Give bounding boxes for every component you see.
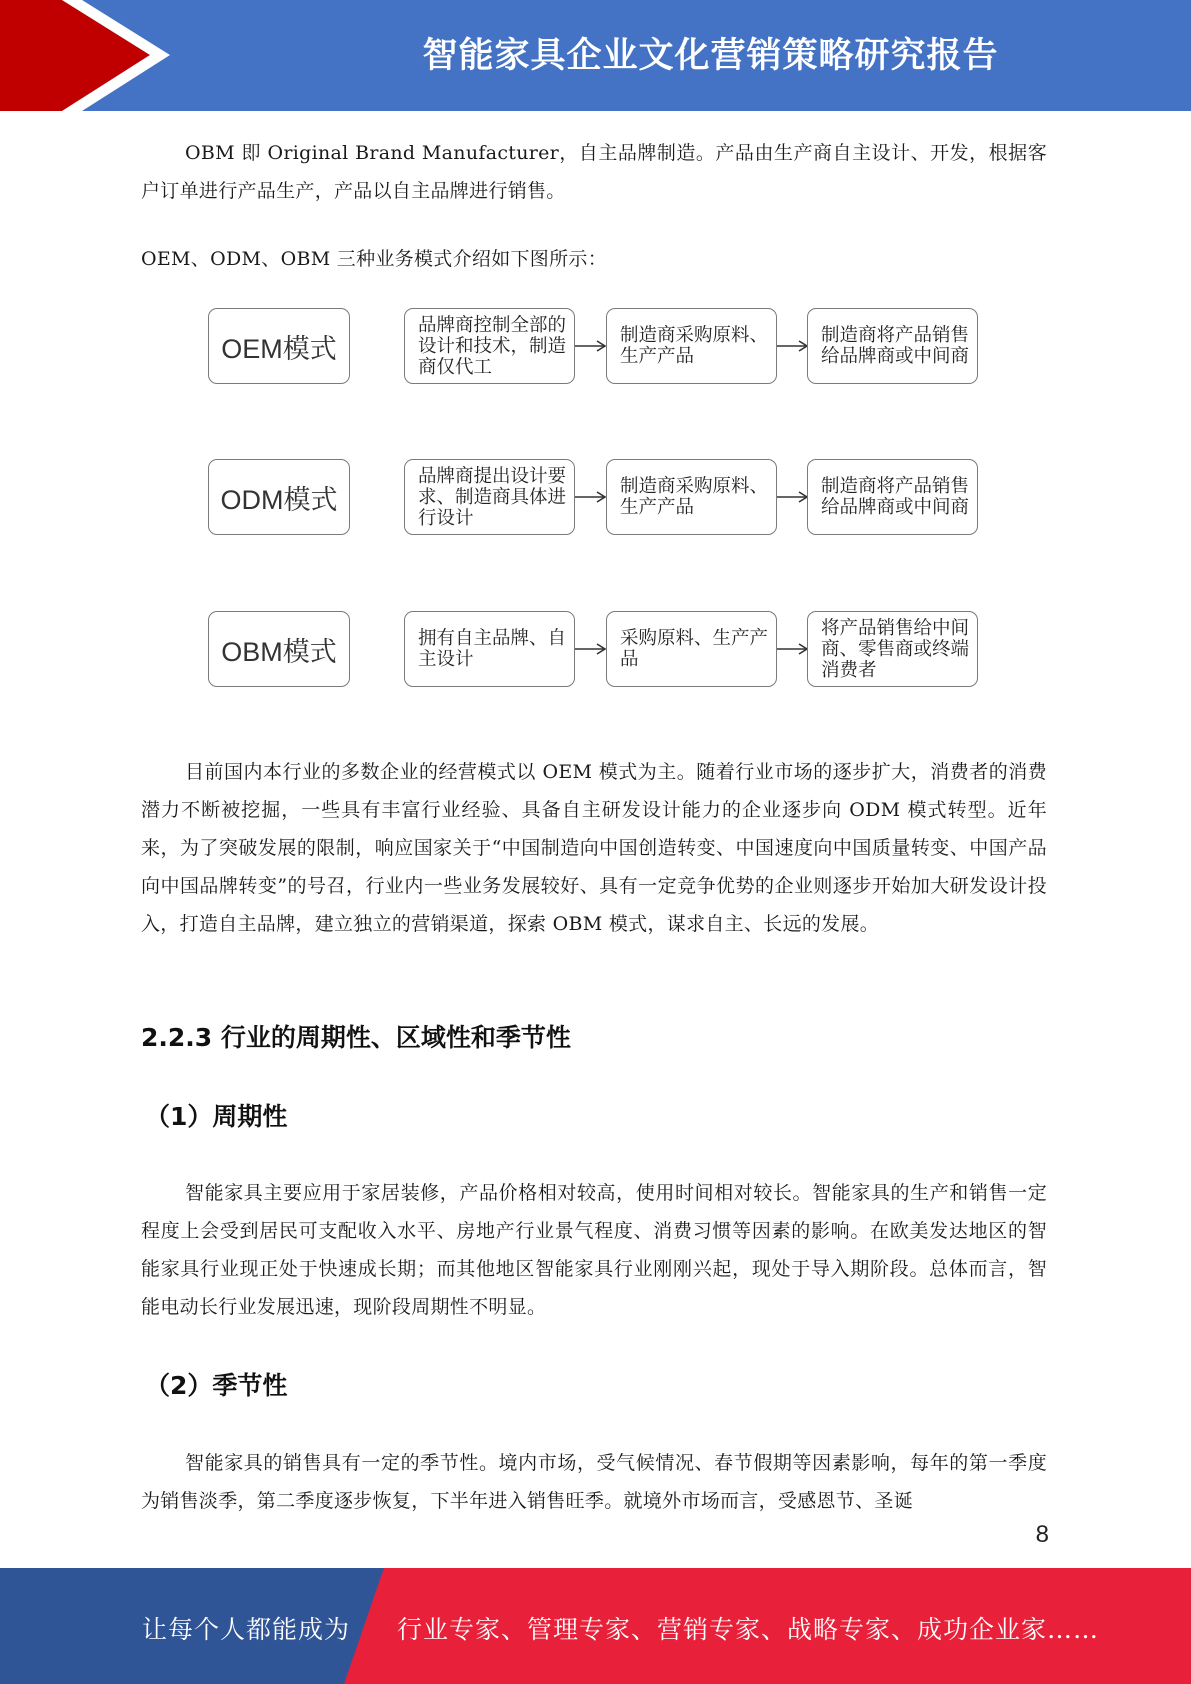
step-box [807, 308, 978, 384]
paragraph-cyclical: 智能家具主要应用于家居装修，产品价格相对较高，使用时间相对较长。智能家具的生产和销售一定程度上会受到居民可支配收入水平、房地产行业景气程度、消费习惯等因素的影响。在欧美发达地区的智能家具行业现正处于快速成长期；而其他地区智能家具行业刚刚兴起，现处于导入期阶段。总体而言，智能电动长行业发展迅速，现阶段周期性不明显。 [141, 1182, 1047, 1318]
step-text: 将产品销售给中间商、零售商或终端消费者 [821, 617, 970, 681]
step-box [606, 611, 777, 687]
header-chevron-icon [0, 0, 200, 111]
step-text: 制造商将产品销售给品牌商或中间商 [821, 325, 970, 367]
arrow-right-icon [777, 490, 809, 504]
step-box [404, 611, 575, 687]
footer-slogan-left: 让每个人都能成为 [142, 1615, 351, 1644]
step-text: 制造商采购原料、生产产品 [620, 476, 769, 518]
paragraph-obm-definition: OBM 即 Original Brand Manufacturer，自主品牌制造。产品由生产商自主设计、开发，根据客户订单进行产品生产，产品以自主品牌进行销售。 [141, 142, 1047, 202]
mode-box-obm: OBM模式 [208, 611, 350, 687]
paragraph-seasonal: 智能家具的销售具有一定的季节性。境内市场，受气候情况、春节假期等因素影响，每年的第一季度为销售淡季，第二季度逐步恢复，下半年进入销售旺季。就境外市场而言，受感恩节、圣诞 [141, 1452, 1047, 1512]
arrow-right-icon [777, 339, 809, 353]
step-box [807, 459, 978, 535]
page-footer [0, 1568, 1191, 1684]
document-title: 智能家具企业文化营销策略研究报告 [422, 36, 999, 76]
arrow-right-icon [777, 642, 809, 656]
step-text: 品牌商提出设计要求、制造商具体进行设计 [418, 465, 567, 529]
paragraph-current-status: 目前国内本行业的多数企业的经营模式以 OEM 模式为主。随着行业市场的逐步扩大，消费者的消费潜力不断被挖掘，一些具有丰富行业经验、具备自主研发设计能力的企业逐步向 ODM 模式转型。近年来，为了突破发展的限制，响应国家关于“中国制造向中国创造转变、中国速度向中国质量转变、中国产品向中国品牌转变”的号召，行业内一些业务发展较好、具有一定竞争优势的企业则逐步开始加大研发设计投入，打造自主品牌，建立独立的营销渠道，探索 OBM 模式，谋求自主、长远的发展。 [141, 761, 1047, 935]
arrow-right-icon [575, 490, 607, 504]
footer-slogan-right: 行业专家、管理专家、营销专家、战略专家、成功企业家…… [397, 1615, 1100, 1644]
subheading-cyclical: （1）周期性 [145, 1102, 288, 1131]
paragraph-diagram-intro: OEM、ODM、OBM 三种业务模式介绍如下图所示： [141, 248, 607, 270]
mode-box-odm: ODM模式 [208, 459, 350, 535]
step-text: 品牌商控制全部的设计和技术，制造商仅代工 [418, 314, 567, 378]
step-box [807, 611, 978, 687]
page-header [0, 0, 1191, 111]
step-text: 制造商将产品销售给品牌商或中间商 [821, 476, 970, 518]
step-text: 采购原料、生产产品 [620, 628, 769, 670]
mode-box-oem: OEM模式 [208, 308, 350, 384]
step-box [404, 459, 575, 535]
step-box [606, 308, 777, 384]
step-box [606, 459, 777, 535]
step-text: 拥有自主品牌、自主设计 [418, 628, 567, 670]
arrow-right-icon [575, 642, 607, 656]
step-text: 制造商采购原料、生产产品 [620, 325, 769, 367]
section-heading: 2.2.3 行业的周期性、区域性和季节性 [141, 1023, 571, 1052]
arrow-right-icon [575, 339, 607, 353]
step-box [404, 308, 575, 384]
subheading-seasonal: （2）季节性 [145, 1371, 288, 1400]
page-number: 8 [1035, 1521, 1049, 1548]
business-model-diagram [190, 300, 990, 695]
